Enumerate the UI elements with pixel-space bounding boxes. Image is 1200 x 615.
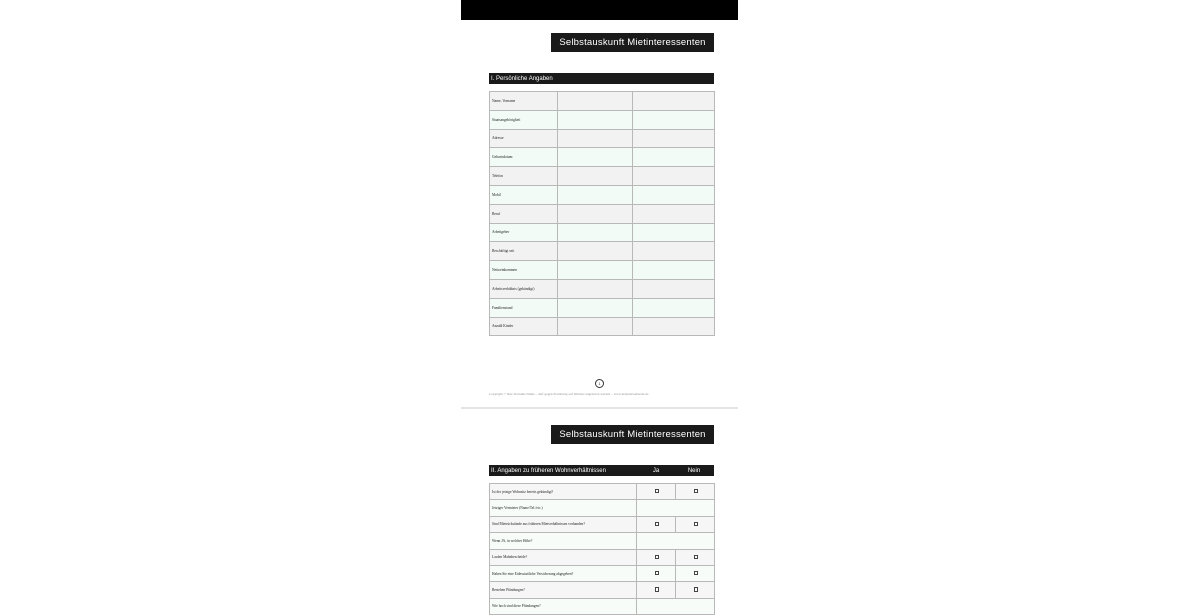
- page-number: 1: [595, 379, 604, 388]
- form-row: [490, 110, 715, 129]
- field-label: Telefon: [490, 167, 558, 186]
- question-label: Laufen Mahnbescheide?: [490, 549, 637, 565]
- section-housing-header: [489, 465, 714, 476]
- field-input[interactable]: [558, 110, 633, 129]
- field-label: Name, Vorname: [490, 92, 558, 111]
- field-input-secondary[interactable]: [633, 279, 715, 298]
- checkbox-yes[interactable]: [655, 489, 659, 493]
- answer-cell-no: [676, 582, 715, 598]
- page-2: [461, 409, 738, 609]
- form-row: [490, 516, 715, 532]
- form-row: [490, 223, 715, 242]
- field-input-secondary[interactable]: [633, 185, 715, 204]
- checkbox-no[interactable]: [694, 489, 698, 493]
- answer-cell-no: [676, 549, 715, 565]
- field-input-secondary[interactable]: [633, 92, 715, 111]
- viewer-top-bar: [461, 0, 738, 20]
- form-row: [490, 167, 715, 186]
- checkbox-no[interactable]: [694, 571, 698, 575]
- field-input[interactable]: [558, 279, 633, 298]
- checkbox-yes[interactable]: [655, 587, 659, 591]
- question-label: Sind Mietrückstände aus früheren Mietverhältnissen vorhanden?: [490, 516, 637, 532]
- field-label: Beruf: [490, 204, 558, 223]
- copyright-footer: Copyright © Ihre Vorname Name – darf gegen Erstattung auf Website angeboten werden – www.beispielwebseite.de: [489, 392, 649, 396]
- field-label: Nettoeinkommen: [490, 261, 558, 280]
- form-row: [490, 565, 715, 581]
- answer-cell-yes: [637, 582, 676, 598]
- answer-cell-yes: [637, 516, 676, 532]
- question-label: Jetziger Vermieter (Name/Tel./etc.): [490, 500, 637, 516]
- field-input[interactable]: [558, 92, 633, 111]
- form-row: [490, 484, 715, 500]
- document-title: Selbstauskunft Mietinteressenten: [551, 33, 714, 52]
- field-input[interactable]: [558, 223, 633, 242]
- housing-history-table: [489, 483, 715, 615]
- question-label: Wenn JA, in welcher Höhe?: [490, 533, 637, 549]
- checkbox-no[interactable]: [694, 522, 698, 526]
- field-input[interactable]: [558, 185, 633, 204]
- form-row: [490, 298, 715, 317]
- answer-cell-yes: [637, 484, 676, 500]
- field-input-secondary[interactable]: [633, 298, 715, 317]
- form-row: [490, 549, 715, 565]
- answer-input[interactable]: [637, 598, 715, 614]
- document-title-page2: Selbstauskunft Mietinteressenten: [551, 425, 714, 444]
- checkbox-yes[interactable]: [655, 522, 659, 526]
- personal-info-table: [489, 91, 715, 336]
- checkbox-no[interactable]: [694, 587, 698, 591]
- form-row: [490, 279, 715, 298]
- field-label: Arbeitgeber: [490, 223, 558, 242]
- answer-cell-no: [676, 565, 715, 581]
- field-label: Beschäftigt seit: [490, 242, 558, 261]
- answer-input[interactable]: [637, 500, 715, 516]
- column-yes-label: Ja: [652, 467, 660, 474]
- form-row: [490, 261, 715, 280]
- form-row: [490, 92, 715, 111]
- field-label: Geburtsdatum: [490, 148, 558, 167]
- field-label: Staatsangehörigkeit: [490, 110, 558, 129]
- checkbox-no[interactable]: [694, 555, 698, 559]
- page-1: [461, 20, 738, 407]
- answer-cell-no: [676, 484, 715, 500]
- answer-cell-yes: [637, 565, 676, 581]
- form-row: [490, 582, 715, 598]
- section-housing-title: II. Angaben zu früheren Wohnverhältnissen: [491, 467, 606, 474]
- form-row: [490, 129, 715, 148]
- section-personal-title: I. Persönliche Angaben: [491, 75, 553, 82]
- field-label: Adresse: [490, 129, 558, 148]
- field-input[interactable]: [558, 204, 633, 223]
- field-input-secondary[interactable]: [633, 223, 715, 242]
- field-input[interactable]: [558, 298, 633, 317]
- field-input-secondary[interactable]: [633, 129, 715, 148]
- question-label: Ist der jetzige Wohnsitz bereits gekündigt?: [490, 484, 637, 500]
- form-row: [490, 598, 715, 614]
- section-personal-header: [489, 73, 714, 84]
- question-label: Bestehen Pfändungen?: [490, 582, 637, 598]
- form-row: [490, 148, 715, 167]
- form-row: [490, 185, 715, 204]
- field-label: Arbeitsverhältnis (gekündigt): [490, 279, 558, 298]
- answer-input[interactable]: [637, 533, 715, 549]
- checkbox-yes[interactable]: [655, 555, 659, 559]
- field-label: Familienstand: [490, 298, 558, 317]
- field-input[interactable]: [558, 129, 633, 148]
- form-row: [490, 204, 715, 223]
- form-row: [490, 242, 715, 261]
- field-label: Anzahl Kinder: [490, 317, 558, 336]
- checkbox-yes[interactable]: [655, 571, 659, 575]
- field-input-secondary[interactable]: [633, 204, 715, 223]
- question-label: Wie hoch sind diese Pfändungen?: [490, 598, 637, 614]
- form-row: [490, 500, 715, 516]
- field-input-secondary[interactable]: [633, 167, 715, 186]
- form-row: [490, 533, 715, 549]
- question-label: Haben Sie eine Eidesstattliche Versicherung abgegeben?: [490, 565, 637, 581]
- answer-cell-no: [676, 516, 715, 532]
- field-input[interactable]: [558, 242, 633, 261]
- field-input-secondary[interactable]: [633, 148, 715, 167]
- field-input-secondary[interactable]: [633, 317, 715, 336]
- field-input-secondary[interactable]: [633, 242, 715, 261]
- document-viewer[interactable]: [461, 0, 738, 609]
- field-input-secondary[interactable]: [633, 110, 715, 129]
- field-input[interactable]: [558, 317, 633, 336]
- answer-cell-yes: [637, 549, 676, 565]
- form-row: [490, 317, 715, 336]
- field-input[interactable]: [558, 167, 633, 186]
- field-input-secondary[interactable]: [633, 261, 715, 280]
- field-input[interactable]: [558, 148, 633, 167]
- field-label: Mobil: [490, 185, 558, 204]
- column-no-label: Nein: [687, 467, 701, 474]
- field-input[interactable]: [558, 261, 633, 280]
